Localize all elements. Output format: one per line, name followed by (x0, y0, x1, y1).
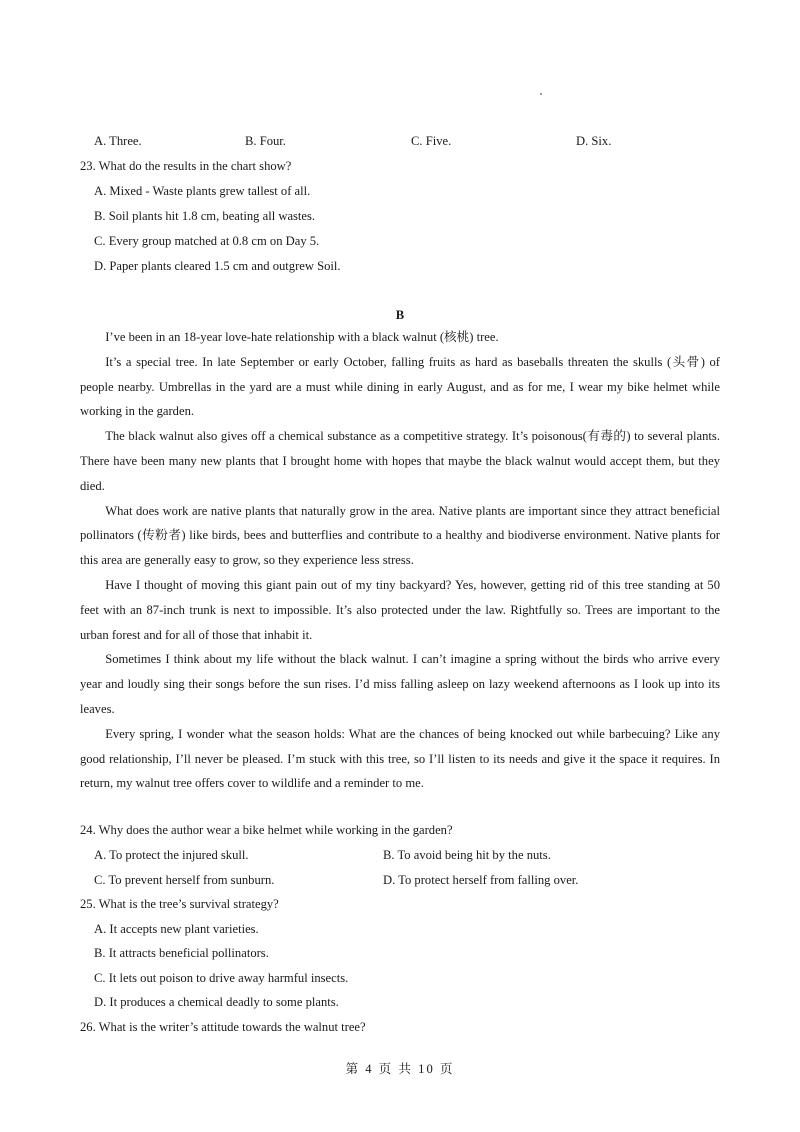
q23-option-c: C. Every group matched at 0.8 cm on Day 5. (94, 234, 320, 248)
passage-paragraph-1: I’ve been in an 18-year love-hate relationship with a black walnut (核桃) tree. (105, 330, 499, 344)
q24-options-row-2 (0, 868, 800, 893)
q24-option-b: B. To avoid being hit by the nuts. (383, 848, 551, 862)
passage-paragraph-5: Have I thought of moving this giant pain out of my tiny backyard? Yes, however, getting rid of this tree standing at 50 feet with an 87-inch trunk is next to impossible. It’s also protected under the law. Rightfully so. Trees are important to the urban forest and for all of those that inhabit it. (80, 577, 720, 642)
q22-option-a: A. Three. (94, 134, 142, 148)
q24-question: 24. Why does the author wear a bike helmet while working in the garden? (80, 823, 453, 837)
q23-question: 23. What do the results in the chart show? (80, 159, 292, 173)
q24-option-a: A. To protect the injured skull. (94, 848, 249, 862)
passage-paragraph-3: The black walnut also gives off a chemical substance as a competitive strategy. It’s poisonous(有毒的) to several plants. There have been many new plants that I brought home with hopes that maybe the black walnut would accept them, but they died. (80, 429, 720, 493)
passage-paragraph-7: Every spring, I wonder what the season holds: What are the chances of being knocked out while barbecuing? Like any good relationship, I’ll never be pleased. I’m stuck with this tree, so I’ll listen to its needs and give it the space it requires. In return, my walnut tree offers cover to wildlife and a reminder to me. (80, 726, 720, 791)
q26-question: 26. What is the writer’s attitude towards the walnut tree? (80, 1020, 366, 1034)
section-title: B (395, 308, 405, 322)
q24-options-row-1 (0, 843, 800, 868)
q22-options (0, 129, 800, 154)
scan-speck (540, 93, 542, 95)
q23-option-a: A. Mixed - Waste plants grew tallest of all. (94, 184, 311, 198)
passage-paragraph-4: What does work are native plants that naturally grow in the area. Native plants are important since they attract beneficial pollinators (传粉者) like birds, bees and butterflies and contribute to a healthy and biodiverse environment. Native plants for this area are generally easy to grow, so they experience less stress. (80, 503, 720, 568)
q24-option-d: D. To protect herself from falling over. (383, 873, 579, 887)
passage-paragraph-2: It’s a special tree. In late September or early October, falling fruits as hard as baseballs threaten the skulls (头骨) of people nearby. Umbrellas in the yard are a must while dining in early August, and as for me, I wear my bike helmet while working in the garden. (80, 354, 720, 419)
q23-option-d: D. Paper plants cleared 1.5 cm and outgrew Soil. (94, 259, 341, 273)
q22-option-b: B. Four. (245, 134, 286, 148)
page-number: 第 4 页 共 10 页 (345, 1062, 455, 1076)
reading-passage (80, 325, 720, 796)
q25-option-c: C. It lets out poison to drive away harmful insects. (94, 971, 349, 985)
q25-option-a: A. It accepts new plant varieties. (94, 922, 259, 936)
q25-question: 25. What is the tree’s survival strategy? (80, 897, 279, 911)
q22-option-d: D. Six. (576, 134, 612, 148)
q25-option-d: D. It produces a chemical deadly to some plants. (94, 995, 339, 1009)
q22-option-c: C. Five. (411, 134, 452, 148)
passage-paragraph-6: Sometimes I think about my life without the black walnut. I can’t imagine a spring without the birds who arrive every year and loudly sing their songs before the sun rises. I’d miss falling asleep on lazy weekend afternoons as I look up into its leaves. (80, 652, 720, 716)
q24-option-c: C. To prevent herself from sunburn. (94, 873, 275, 887)
q25-option-b: B. It attracts beneficial pollinators. (94, 946, 269, 960)
q23-option-b: B. Soil plants hit 1.8 cm, beating all wastes. (94, 209, 316, 223)
